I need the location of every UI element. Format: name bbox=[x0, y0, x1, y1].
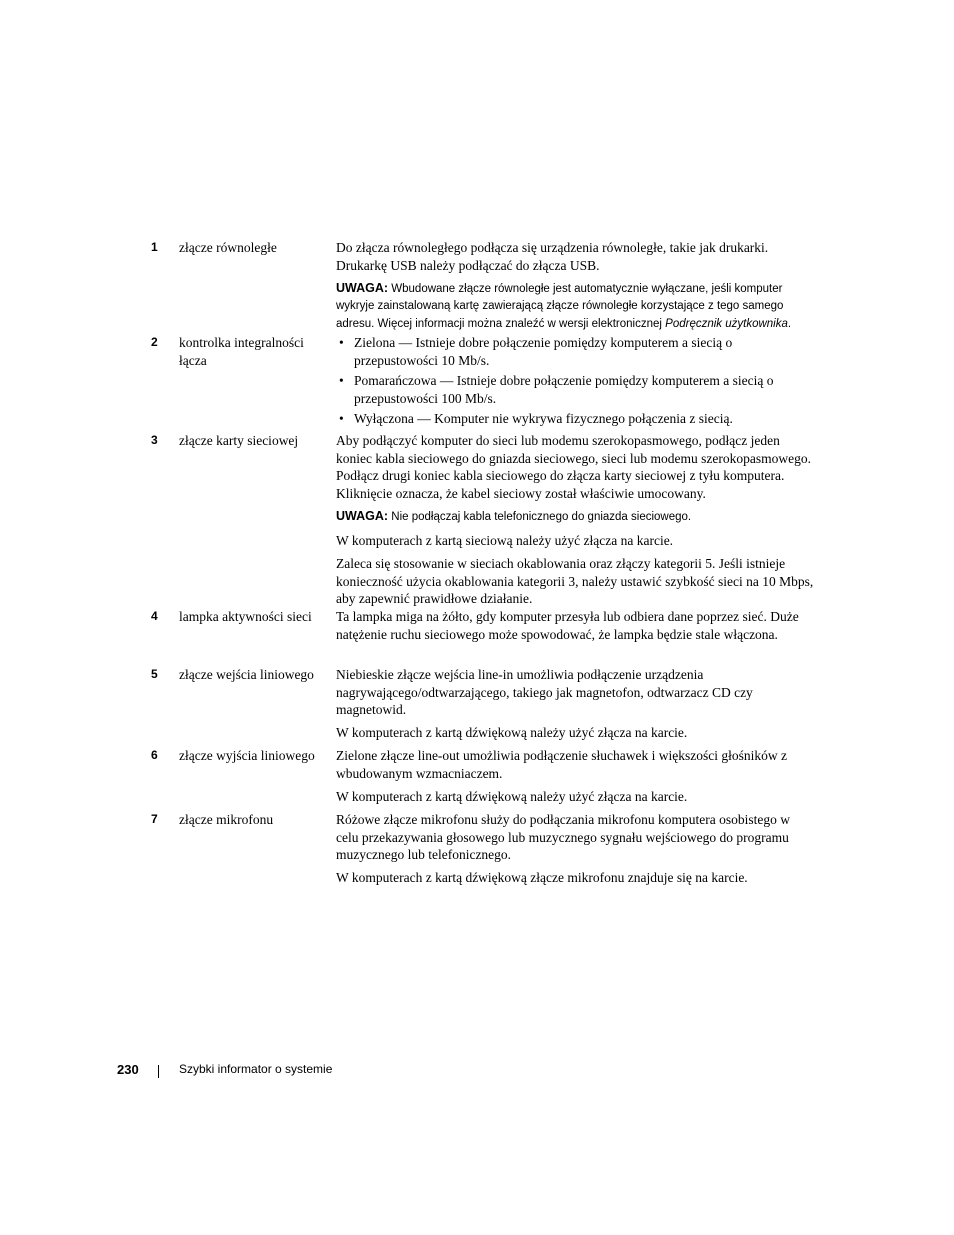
list-item bbox=[336, 334, 814, 369]
note-text: Wbudowane złącze równoległe jest automatycznie wyłączane, jeśli komputer wykryje zainstalowaną kartę zawierającą złącze równoległe korzystające z tego samego adresu. Więcej informacji można znaleźć w wersji elektronicznej bbox=[336, 282, 784, 330]
entry-name: złącze karty sieciowej bbox=[179, 433, 299, 448]
entry-number: 6 bbox=[151, 748, 158, 762]
note-label: UWAGA: bbox=[336, 508, 389, 523]
entry-description bbox=[336, 334, 814, 431]
page-number: 230 bbox=[117, 1062, 139, 1077]
list-item bbox=[336, 410, 814, 428]
entry-number: 1 bbox=[151, 240, 158, 254]
entry-number: 4 bbox=[151, 609, 158, 623]
page-footer bbox=[0, 1062, 954, 1082]
paragraph: Niebieskie złącze wejścia line-in umożliwia podłączenie urządzenia nagrywającego/odtwarzającego, takiego jak magnetofon, odtwarzacz CD czy magnetowid. bbox=[336, 667, 753, 717]
entry-description bbox=[336, 811, 814, 892]
entry-description bbox=[336, 239, 814, 339]
list-item-text: Zielona — Istnieje dobre połączenie pomiędzy komputerem a siecią o przepustowości 10 Mb/s. bbox=[354, 335, 733, 368]
entry-name: lampka aktywności sieci bbox=[179, 609, 312, 624]
entry-name: złącze wyjścia liniowego bbox=[179, 748, 315, 763]
entry-description bbox=[336, 608, 814, 649]
paragraph: Do złącza równoległego podłącza się urządzenia równoległe, takie jak drukarki. Drukarkę USB należy podłączać do złącza USB. bbox=[336, 240, 769, 273]
paragraph: W komputerach z kartą dźwiękową należy użyć złącza na karcie. bbox=[336, 788, 688, 804]
note-reference: Podręcznik użytkownika bbox=[665, 317, 788, 330]
bullet-icon: • bbox=[339, 335, 344, 350]
footer-separator bbox=[158, 1065, 159, 1078]
paragraph: Aby podłączyć komputer do sieci lub modemu szerokopasmowego, podłącz jeden koniec kabla sieciowego do gniazda sieciowego, sieci lub modemu szerokopasmowego. Podłącz drugi koniec kabla sieciowego do złącza karty sieciowej z tyłu komputera. Kliknięcie oznacza, że kabel sieciowy został właściwie umocowany. bbox=[336, 433, 811, 501]
note-text: Nie podłączaj kabla telefonicznego do gniazda sieciowego. bbox=[388, 510, 692, 523]
entry-name: złącze wejścia liniowego bbox=[179, 667, 314, 682]
entry-number: 7 bbox=[151, 812, 158, 826]
entry-name: złącze mikrofonu bbox=[179, 812, 274, 827]
entry-description bbox=[336, 747, 814, 811]
note bbox=[336, 508, 814, 527]
paragraph: Ta lampka miga na żółto, gdy komputer przesyła lub odbiera dane poprzez sieć. Duże natężenie ruchu sieciowego może spowodować, że lampka będzie stale włączona. bbox=[336, 609, 799, 642]
entry-name: złącze równoległe bbox=[179, 240, 277, 255]
list-item bbox=[336, 372, 814, 407]
paragraph: Zielone złącze line-out umożliwia podłączenie słuchawek i większości głośników z wbudowanym wzmacniaczem. bbox=[336, 748, 787, 781]
entry-description bbox=[336, 432, 814, 613]
paragraph: Różowe złącze mikrofonu służy do podłączania mikrofonu komputera osobistego w celu przekazywania głosowego lub muzycznego sygnału wejściowego do programu muzycznego lub telefonicznego. bbox=[336, 812, 790, 862]
entry-number: 5 bbox=[151, 667, 158, 681]
list-item-text: Wyłączona — Komputer nie wykrywa fizycznego połączenia z siecią. bbox=[354, 411, 733, 426]
footer-title: Szybki informator o systemie bbox=[179, 1062, 333, 1076]
bullet-icon: • bbox=[339, 373, 344, 388]
note-label: UWAGA: bbox=[336, 280, 389, 295]
note-end: . bbox=[787, 317, 792, 330]
paragraph: W komputerach z kartą dźwiękową należy użyć złącza na karcie. bbox=[336, 725, 688, 740]
paragraph: W komputerach z kartą dźwiękową złącze mikrofonu znajduje się na karcie. bbox=[336, 870, 748, 885]
entry-number: 3 bbox=[151, 433, 158, 447]
entry-name: kontrolka integralności łącza bbox=[179, 335, 304, 368]
note bbox=[336, 280, 814, 334]
bullet-list bbox=[336, 334, 814, 428]
entry-number: 2 bbox=[151, 335, 158, 349]
paragraph: Zaleca się stosowanie w sieciach okablowania oraz złączy kategorii 5. Jeśli istnieje konieczność użycia okablowania kategorii 3, należy ustawić szybkość sieci na 10 Mbps, aby zapewnić prawidłowe działanie. bbox=[336, 556, 814, 606]
entry-description bbox=[336, 666, 814, 747]
bullet-icon: • bbox=[339, 411, 344, 426]
list-item-text: Pomarańczowa — Istnieje dobre połączenie pomiędzy komputerem a siecią o przepustowości 100 Mb/s. bbox=[354, 373, 774, 406]
paragraph: W komputerach z kartą sieciową należy użyć złącza na karcie. bbox=[336, 533, 674, 548]
